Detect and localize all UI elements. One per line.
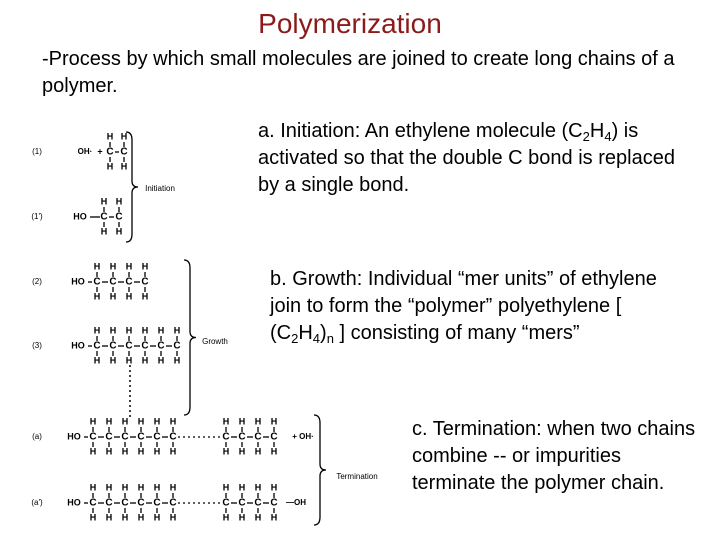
growth-chain-2-hydrogen: H [109,291,117,302]
growth-chain-3-hydrogen: H [157,355,165,366]
termination-chain-a2-hydrogen: H [222,446,230,457]
termination-chain-a-carbon: C [137,431,145,443]
termination-chain-b-hydrogen: H [153,482,161,493]
termination-chain-b-hydrogen: H [137,512,145,523]
growth-chain-2-carbon: C [141,276,149,288]
termination-chain-b2-hydrogen: H [254,512,262,523]
termination-chain-b2-hydrogen: H [270,482,278,493]
growth-chain-3-hydrogen: H [93,355,101,366]
termination-chain-a-carbon: C [121,431,129,443]
termination-chain-a2-carbon: C [238,431,246,443]
growth-chain-2-hydrogen: H [93,291,101,302]
growth-point: b. Growth: Individual “mer units” of ethylene join to form the “polymer” polyethylene [ $(C_2H_4)_n$ ] consisting of many “mers” [270,268,657,346]
hydroxyl-radical: + OH· [292,432,314,442]
termination-chain-b2-carbon: C [254,497,262,509]
initiated-chain-hydrogen: H [115,226,123,237]
growth-chain-2-hydrogen: H [109,261,117,272]
step-label: (2) [32,277,42,287]
growth-chain-2-carbon: C [109,276,117,288]
growth-chain-3-hydrogen: H [173,325,181,336]
initiated-chain-hydrogen: H [100,196,108,207]
slide-title: Polymerization [258,8,442,39]
termination-chain-b-hydrogen: H [153,512,161,523]
growth-chain-3-carbon: C [125,340,133,352]
growth-chain-2-hydrogen: H [125,261,133,272]
termination-chain-a-hydrogen: H [153,446,161,457]
termination-chain-a-carbon: C [89,431,97,443]
step-label: (1) [32,147,42,157]
growth-chain-2-hydrogen: H [93,261,101,272]
growth-chain-2-carbon: C [93,276,101,288]
termination-chain-b-hydrogen: H [89,512,97,523]
hydroxyl-radical: OH· [77,147,93,157]
termination-chain-a2-hydrogen: H [254,416,262,427]
termination-chain-b-hydrogen: H [137,482,145,493]
termination-chain-b-carbon: C [105,497,113,509]
ethylene-hydrogen: H [106,131,114,142]
termination-chain-a-hydrogen: H [169,446,177,457]
termination-chain-b-carbon: C [169,497,177,509]
growth-chain-2-hydrogen: H [125,291,133,302]
termination-chain-b-hydrogen: H [121,512,129,523]
initiation-point: a. Initiation: An ethylene molecule $(C_2H_4)$ is activated so that the double C bond is replaced by a single bond. [258,120,675,196]
termination-chain-b2-hydrogen: H [222,482,230,493]
hydroxyl-group: HO [67,497,81,508]
termination-chain-a-carbon: C [169,431,177,443]
termination-chain-b2-carbon: C [222,497,230,509]
termination-chain-b-carbon: C [121,497,129,509]
termination-chain-a-hydrogen: H [89,446,97,457]
step-label: (a') [31,498,43,508]
growth-chain-3-carbon: C [173,340,181,352]
growth-chain-3-carbon: C [109,340,117,352]
termination-chain-a-hydrogen: H [105,416,113,427]
growth-chain-2-carbon: C [125,276,133,288]
termination-chain-a2-hydrogen: H [238,416,246,427]
termination-chain-b-carbon: C [89,497,97,509]
growth-chain-3-hydrogen: H [109,355,117,366]
termination-chain-b-hydrogen: H [89,482,97,493]
step-label: (3) [32,341,42,351]
termination-chain-a-hydrogen: H [105,446,113,457]
growth-chain-3-hydrogen: H [141,355,149,366]
ethylene-hydrogen: H [120,131,128,142]
termination-chain-a2-carbon: C [222,431,230,443]
termination-chain-b2-hydrogen: H [222,512,230,523]
growth-chain-3-carbon: C [93,340,101,352]
termination-chain-b-hydrogen: H [105,482,113,493]
hydroxyl-group: —OH [286,498,306,508]
termination-label: Termination [336,472,378,482]
plus-sign: + [97,146,103,157]
termination-point: c. Termination: when two chains combine -- or impurities terminate the polymer chain. [412,418,696,494]
ethylene-hydrogen: H [106,161,114,172]
termination-chain-a-hydrogen: H [137,446,145,457]
termination-chain-a2-hydrogen: H [270,446,278,457]
termination-chain-a-carbon: C [105,431,113,443]
growth-chain-2-hydrogen: H [141,291,149,302]
step-label: (a) [32,432,42,442]
ethylene-carbon: C [106,146,114,158]
growth-brace [184,260,196,415]
growth-chain-2-hydrogen: H [141,261,149,272]
termination-chain-b-hydrogen: H [121,482,129,493]
initiated-chain-carbon: C [100,211,108,223]
termination-chain-b2-hydrogen: H [270,512,278,523]
growth-chain-3-hydrogen: H [93,325,101,336]
termination-chain-a2-hydrogen: H [222,416,230,427]
termination-brace [314,415,326,525]
termination-chain-a-hydrogen: H [121,446,129,457]
termination-chain-b-hydrogen: H [169,512,177,523]
termination-chain-b-hydrogen: H [169,482,177,493]
initiated-chain-carbon: C [115,211,123,223]
growth-chain-3-hydrogen: H [157,325,165,336]
termination-chain-a2-hydrogen: H [238,446,246,457]
initiation-brace [126,132,138,242]
termination-chain-b2-hydrogen: H [254,482,262,493]
step-label: (1') [31,212,43,222]
growth-label: Growth [202,337,228,347]
termination-chain-a-hydrogen: H [169,416,177,427]
growth-chain-3-hydrogen: H [173,355,181,366]
termination-chain-a-hydrogen: H [137,416,145,427]
ethylene-hydrogen: H [120,161,128,172]
termination-chain-b2-carbon: C [270,497,278,509]
termination-chain-b2-hydrogen: H [238,482,246,493]
termination-chain-a2-carbon: C [270,431,278,443]
initiated-chain-hydrogen: H [100,226,108,237]
termination-chain-b2-hydrogen: H [238,512,246,523]
ethylene-carbon: C [120,146,128,158]
initiation-label: Initiation [145,184,175,194]
hydroxyl-group: HO [71,340,85,351]
termination-chain-b-carbon: C [153,497,161,509]
termination-chain-a-hydrogen: H [153,416,161,427]
growth-chain-3-hydrogen: H [141,325,149,336]
termination-chain-a2-hydrogen: H [254,446,262,457]
growth-chain-3-hydrogen: H [125,325,133,336]
termination-chain-a2-carbon: C [254,431,262,443]
initiated-chain-hydrogen: H [115,196,123,207]
hydroxyl-group: HO [73,211,87,222]
growth-chain-3-carbon: C [157,340,165,352]
growth-chain-3-hydrogen: H [125,355,133,366]
growth-chain-3-hydrogen: H [109,325,117,336]
hydroxyl-group: HO [67,431,81,442]
hydroxyl-group: HO [71,276,85,287]
termination-chain-a-hydrogen: H [121,416,129,427]
termination-chain-a2-hydrogen: H [270,416,278,427]
growth-chain-3-carbon: C [141,340,149,352]
termination-chain-a-hydrogen: H [89,416,97,427]
termination-chain-a-carbon: C [153,431,161,443]
termination-chain-b-hydrogen: H [105,512,113,523]
intro-text: -Process by which small molecules are joined to create long chains of a polymer. [42,48,675,97]
termination-chain-b-carbon: C [137,497,145,509]
termination-chain-b2-carbon: C [238,497,246,509]
